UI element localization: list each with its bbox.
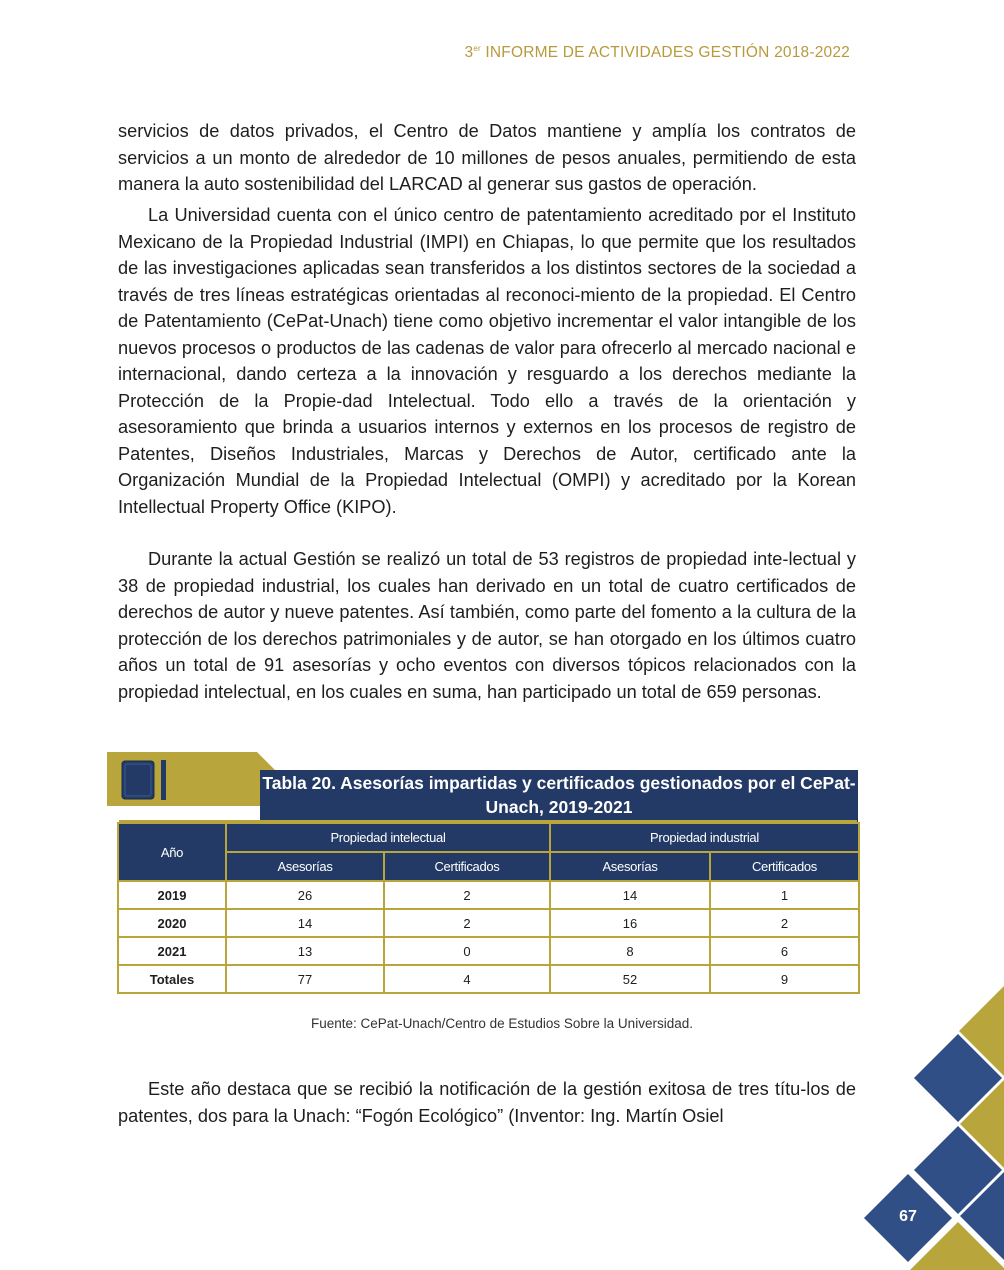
cell-pind-certificados: 1 bbox=[710, 881, 859, 909]
paragraph-4: Este año destaca que se recibió la notificación de la gestión exitosa de tres títu-los de patentes, dos para la Unach: “Fogón Ecológico” (Inventor: Ing. Martín Osiel bbox=[118, 1079, 856, 1126]
cell-pi-asesorias: 26 bbox=[226, 881, 384, 909]
group-header-intellectual: Propiedad intelectual bbox=[226, 823, 550, 852]
group-header-industrial: Propiedad industrial bbox=[550, 823, 859, 852]
cell-pi-certificados: 4 bbox=[384, 965, 550, 993]
cell-pind-certificados: 6 bbox=[710, 937, 859, 965]
cell-pi-asesorias: 77 bbox=[226, 965, 384, 993]
row-year: 2019 bbox=[118, 881, 226, 909]
cell-pi-certificados: 0 bbox=[384, 937, 550, 965]
cell-pind-asesorias: 52 bbox=[550, 965, 710, 993]
paragraph-1: servicios de datos privados, el Centro de Datos mantiene y amplía los contratos de servicios a un monto de alrededor de 10 millones de pesos anuales, permitiendo de esta manera la auto sostenibilidad del LARCAD al generar sus gastos de operación. bbox=[118, 121, 856, 194]
row-year: 2020 bbox=[118, 909, 226, 937]
cell-pind-certificados: 9 bbox=[710, 965, 859, 993]
table-source: Fuente: CePat-Unach/Centro de Estudios Sobre la Universidad. bbox=[311, 1016, 693, 1031]
cell-pi-certificados: 2 bbox=[384, 881, 550, 909]
cell-pi-certificados: 2 bbox=[384, 909, 550, 937]
column-header-pind-asesorias: Asesorías bbox=[550, 852, 710, 881]
cell-pi-asesorias: 13 bbox=[226, 937, 384, 965]
page-number: 67 bbox=[899, 1208, 917, 1225]
column-header-pi-certificados: Certificados bbox=[384, 852, 550, 881]
column-header-pind-certificados: Certificados bbox=[710, 852, 859, 881]
column-header-year: Año bbox=[118, 823, 226, 881]
header-text: INFORME DE ACTIVIDADES GESTIÓN 2018-2022 bbox=[480, 44, 850, 61]
cell-pi-asesorias: 14 bbox=[226, 909, 384, 937]
cell-pind-asesorias: 16 bbox=[550, 909, 710, 937]
column-header-pi-asesorias: Asesorías bbox=[226, 852, 384, 881]
paragraph-2: La Universidad cuenta con el único centro de patentamiento acreditado por el Instituto Mexicano de la Propiedad Industrial (IMPI) en Chiapas, lo que permite que los resultados de las investigaciones aplicadas sean transferidos a los distintos sectores de la sociedad a través de tres líneas estratégicas orientadas al reconoci-miento de la propiedad. El Centro de Patentamiento (CePat-Unach) tiene como objetivo incrementar el valor intangible de los nuevos procesos o productos de las cadenas de valor para ofrecerlo al mercado nacional e internacional, dando certeza a la innovación y resguardo a los derechos mediante la Protección de la Propie-dad Intelectual. Todo ello a través de la orientación y asesoramiento que brinda a usuarios internos y externos en los procesos de registro de Patentes, Diseños Industriales, Marcas y Derechos de Autor, certificado ante la Organización Mundial de la Propiedad Intelectual (OMPI) y acreditado por la Korean Intellectual Property Office (KIPO). bbox=[118, 205, 856, 517]
cell-pind-asesorias: 14 bbox=[550, 881, 710, 909]
cell-pind-certificados: 2 bbox=[710, 909, 859, 937]
row-year: Totales bbox=[118, 965, 226, 993]
paragraph-3: Durante la actual Gestión se realizó un total de 53 registros de propiedad inte-lectual y 38 de propiedad industrial, los cuales han derivado en un total de cuatro certificados de derechos de autor y nueve patentes. Así también, como parte del fomento a la cultura de la protección de los derechos patrimoniales y de autor, se han otorgado en los últimos cuatro años un total de 91 asesorías y ocho eventos con diversos tópicos relacionados con la propiedad intelectual, en los cuales en suma, han participado un total de 659 personas. bbox=[118, 549, 856, 702]
cell-pind-asesorias: 8 bbox=[550, 937, 710, 965]
table-title: Tabla 20. Asesorías impartidas y certificados gestionados por el CePat-Unach, 2019-2021 bbox=[262, 773, 856, 817]
row-year: 2021 bbox=[118, 937, 226, 965]
header-prefix: 3 bbox=[464, 44, 474, 61]
header-superscript: er bbox=[473, 44, 481, 53]
